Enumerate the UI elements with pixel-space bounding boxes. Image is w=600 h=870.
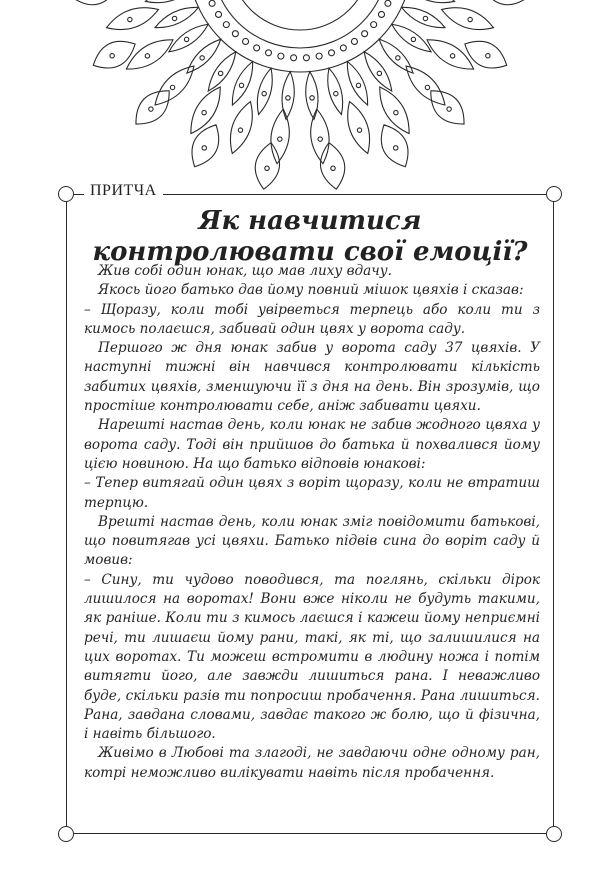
frame-corner-ornament bbox=[58, 826, 74, 842]
story-paragraph: Жив собі один юнак, що мав лиху вдачу. bbox=[98, 263, 392, 279]
mandala-ornament bbox=[0, 0, 600, 190]
page-title bbox=[80, 206, 540, 268]
story-paragraph: Якось його батько дав йому повний мішок цвяхів і сказав: bbox=[98, 282, 524, 299]
story-dialog-line: – Щоразу, коли тобі увірветься терпець або коли ти з кимось полаєшся, забивай один цвях у ворота саду. bbox=[84, 301, 540, 337]
section-label: ПРИТЧА bbox=[84, 182, 163, 200]
frame-corner-ornament bbox=[546, 186, 562, 202]
parable-text bbox=[84, 262, 540, 783]
story-paragraph: Першого ж дня юнак забив у ворота саду 37 цвяхів. У наступні тижні він навчився контролювати кількість забитих цвяхів, зменшуючи її з дня на день. Він зрозумів, що простіше контролювати себе, аніж забивати цвяхи. bbox=[84, 340, 540, 415]
story-paragraph: Живімо в Любові та злагоді, не завдаючи одне одному ран, котрі неможливо вилікувати навіть після пробачення. bbox=[84, 745, 540, 781]
title-line-2: контролювати свої емоції? bbox=[92, 237, 528, 267]
story-dialog-line: – Тепер витягай один цвях з воріт щоразу, коли не втратиш терпцю. bbox=[84, 475, 540, 511]
title-line-1: Як навчитися bbox=[198, 206, 422, 236]
story-dialog-line: – Сину, ти чудово поводився, та поглянь, скільки дірок лишилося на воротах! Вони вже ніколи не будуть такими, як раніше. Коли ти з кимось лаєшся і кажеш йому неприємні речі, ти лишаєш йому рани, такі, як ті, що залишилися на цих воротах. Ти можеш встромити в людину ножа і потім витягти його, але завжди лишиться рана. І неважливо буде, скільки разів ти попросиш пробачення. Рана лишиться. Рана, завдана словами, завдає такого ж болю, що й фізична, і навіть більшого. bbox=[84, 571, 540, 743]
frame-corner-ornament bbox=[58, 186, 74, 202]
story-paragraph: Нарешті настав день, коли юнак не забив жодного цвяха у ворота саду. Тоді він прийшов до батька й похвалився йому цією новиною. На що батько відповів юнакові: bbox=[84, 417, 540, 472]
story-paragraph: Врешті настав день, коли юнак зміг повідомити батькові, що повитягав усі цвяхи. Батько підвів сина до воріт саду й мовив: bbox=[84, 513, 540, 569]
frame-corner-ornament bbox=[546, 826, 562, 842]
